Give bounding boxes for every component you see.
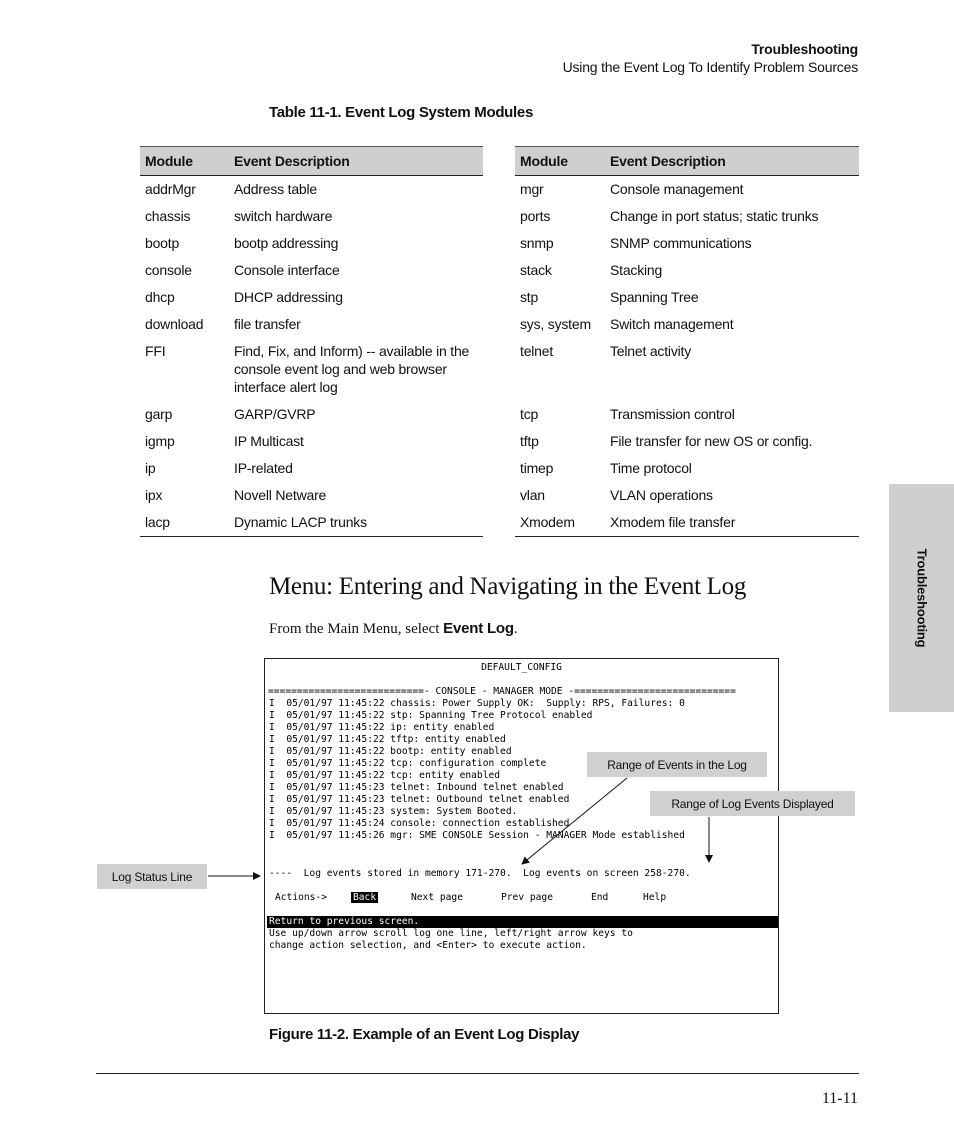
module-cell: telnet	[520, 343, 554, 359]
description-cell: IP Multicast	[234, 433, 304, 449]
module-column-header: Module	[140, 147, 229, 176]
module-cell: vlan	[520, 487, 545, 503]
event-log-line: I 05/01/97 11:45:23 system: System Booted.	[269, 806, 518, 817]
event-log-line: I 05/01/97 11:45:26 mgr: SME CONSOLE Session - MANAGER Mode established	[269, 830, 685, 841]
description-cell: IP-related	[234, 460, 293, 476]
module-cell: addrMgr	[145, 181, 196, 197]
module-cell: ip	[145, 460, 156, 476]
description-column-header: Event Description	[605, 147, 859, 176]
module-cell: timep	[520, 460, 554, 476]
event-log-line: I 05/01/97 11:45:22 chassis: Power Supply OK: Supply: RPS, Failures: 0	[269, 698, 685, 709]
description-cell: Xmodem file transfer	[605, 509, 859, 537]
module-column-header: Module	[515, 147, 605, 176]
module-cell: dhcp	[145, 289, 175, 305]
description-cell: Change in port status; static trunks	[610, 208, 819, 224]
module-cell: FFI	[145, 343, 166, 359]
next-page-action[interactable]: Next page	[411, 892, 463, 903]
event-log-line: I 05/01/97 11:45:23 telnet: Inbound telnet enabled	[269, 782, 564, 793]
callout-range-in-log: Range of Events in the Log	[587, 752, 767, 777]
event-log-line: I 05/01/97 11:45:23 telnet: Outbound telnet enabled	[269, 794, 570, 805]
module-cell: bootp	[145, 235, 180, 251]
page-number: 11-11	[821, 1090, 858, 1107]
description-cell: Find, Fix, and Inform) -- available in the console event log and web browser interface alert log	[234, 343, 470, 395]
description-cell: GARP/GVRP	[234, 406, 316, 422]
description-cell: DHCP addressing	[234, 289, 343, 305]
description-cell: file transfer	[234, 316, 301, 332]
module-cell: snmp	[520, 235, 554, 251]
event-log-line: I 05/01/97 11:45:22 bootp: entity enabled	[269, 746, 512, 757]
description-cell: SNMP communications	[610, 235, 752, 251]
module-cell: stack	[520, 262, 552, 278]
description-cell: Console management	[610, 181, 744, 197]
description-cell: Switch management	[610, 316, 734, 332]
description-cell: VLAN operations	[610, 487, 713, 503]
side-tab-label: Troubleshooting	[914, 548, 929, 648]
prev-page-action[interactable]: Prev page	[501, 892, 553, 903]
module-cell: chassis	[145, 208, 191, 224]
intro-suffix: .	[513, 621, 518, 637]
help-highlight-text: Return to previous screen.	[269, 916, 420, 927]
module-cell: mgr	[520, 181, 544, 197]
description-cell: Spanning Tree	[610, 289, 699, 305]
description-cell: Stacking	[610, 262, 663, 278]
figure-caption: Figure 11-2. Example of an Event Log Display	[269, 1026, 580, 1043]
running-header-title: Troubleshooting	[751, 41, 858, 57]
callout-log-status-line: Log Status Line	[97, 864, 207, 889]
module-cell: console	[145, 262, 192, 278]
description-column-header: Event Description	[229, 147, 483, 176]
event-log-line: I 05/01/97 11:45:22 tcp: entity enabled	[269, 770, 501, 781]
help-action[interactable]: Help	[643, 892, 667, 903]
table-title: Table 11-1. Event Log System Modules	[269, 104, 533, 121]
description-cell: File transfer for new OS or config.	[610, 433, 813, 449]
module-cell: sys, system	[520, 316, 591, 332]
description-cell: Telnet activity	[610, 343, 692, 359]
help-line: change action selection, and <Enter> to execute action.	[269, 940, 587, 951]
log-status-line: ---- Log events stored in memory 171-270. Log events on screen 258-270.	[269, 868, 691, 879]
help-line: Use up/down arrow scroll log one line, left/right arrow keys to	[269, 928, 633, 939]
footer-rule	[96, 1073, 859, 1074]
running-header-subtitle: Using the Event Log To Identify Problem Sources	[562, 59, 858, 75]
back-action-label: Back	[353, 892, 377, 903]
event-log-line: I 05/01/97 11:45:22 tcp: configuration complete	[269, 758, 547, 769]
event-log-line: I 05/01/97 11:45:24 console: connection established	[269, 818, 570, 829]
end-action[interactable]: End	[591, 892, 609, 903]
intro-text: From the Main Menu, select	[269, 621, 444, 637]
description-cell: Novell Netware	[234, 487, 327, 503]
module-cell: lacp	[140, 509, 229, 537]
module-cell: download	[145, 316, 204, 332]
description-cell: switch hardware	[234, 208, 333, 224]
event-log-line: I 05/01/97 11:45:22 stp: Spanning Tree Protocol enabled	[269, 710, 593, 721]
chapter-side-tab	[889, 484, 954, 712]
range-in-log-arrow	[522, 778, 627, 864]
module-cell: tftp	[520, 433, 539, 449]
module-cell: garp	[145, 406, 173, 422]
event-log-line: I 05/01/97 11:45:22 tftp: entity enabled	[269, 734, 506, 745]
section-heading: Menu: Entering and Navigating in the Event Log	[269, 573, 747, 600]
actions-label: Actions->	[275, 892, 327, 903]
callout-range-displayed: Range of Log Events Displayed	[650, 791, 855, 816]
console-mode-line: ===========================- CONSOLE - MANAGER MODE -============================	[268, 686, 736, 697]
event-log-menu-reference: Event Log	[443, 620, 514, 637]
console-title: DEFAULT_CONFIG	[481, 662, 562, 673]
module-cell: ports	[520, 208, 551, 224]
module-cell: ipx	[145, 487, 163, 503]
module-cell: Xmodem	[515, 509, 605, 537]
module-cell: igmp	[145, 433, 175, 449]
description-cell: Transmission control	[610, 406, 735, 422]
description-cell: bootp addressing	[234, 235, 339, 251]
description-cell: Dynamic LACP trunks	[229, 509, 483, 537]
module-cell: stp	[520, 289, 539, 305]
description-cell: Address table	[234, 181, 318, 197]
description-cell: Console interface	[234, 262, 340, 278]
event-log-line: I 05/01/97 11:45:22 ip: entity enabled	[269, 722, 495, 733]
module-cell: tcp	[520, 406, 539, 422]
description-cell: Time protocol	[610, 460, 692, 476]
